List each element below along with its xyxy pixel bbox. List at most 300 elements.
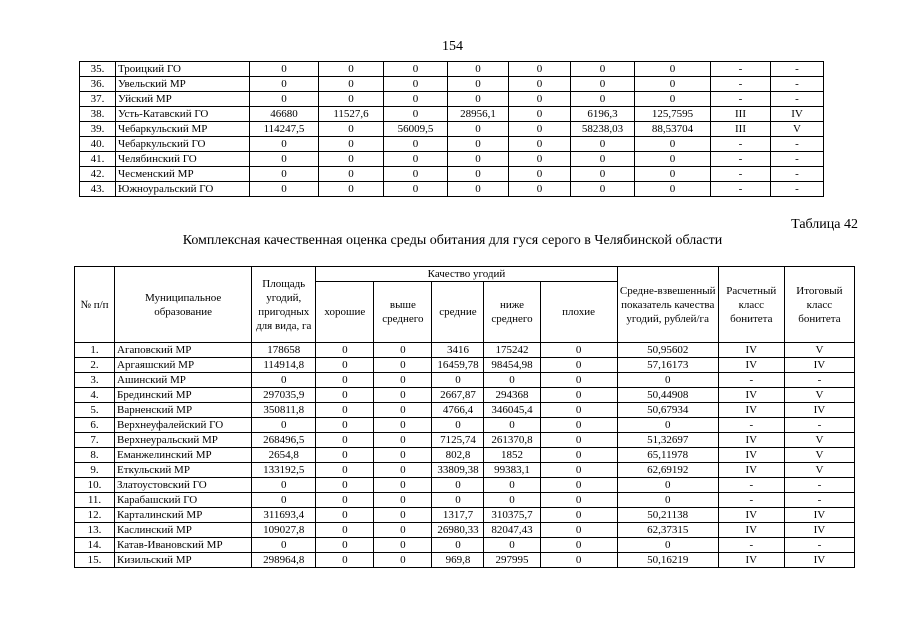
header-above-avg: выше среднего (374, 282, 432, 343)
table-cell: IV (718, 508, 784, 523)
table-cell: - (771, 92, 824, 107)
table-cell: 0 (374, 343, 432, 358)
table-cell: V (771, 122, 824, 137)
table-cell: - (771, 77, 824, 92)
municipality-name-cell: Чебаркульский ГО (116, 137, 250, 152)
table-cell: 0 (319, 152, 384, 167)
table-title: Комплексная качественная оценка среды обитания для гуся серого в Челябинской области (182, 233, 723, 248)
table-cell: - (718, 478, 784, 493)
table-cell: 0 (374, 373, 432, 388)
table-cell: 0 (316, 388, 374, 403)
table-cell: 88,53704 (635, 122, 711, 137)
table-cell: - (784, 538, 854, 553)
table-cell: 0 (252, 418, 316, 433)
table-cell: 50,95602 (617, 343, 718, 358)
table-cell: - (784, 418, 854, 433)
table-cell: - (718, 538, 784, 553)
table-cell: 36. (80, 77, 116, 92)
table-cell: 0 (374, 538, 432, 553)
municipality-name-cell: Варненский МР (115, 403, 252, 418)
table-cell: 0 (540, 373, 617, 388)
table-cell: 51,32697 (617, 433, 718, 448)
table-cell: 0 (571, 62, 635, 77)
table-cell: 0 (252, 538, 316, 553)
table-cell: 7125,74 (432, 433, 484, 448)
table-cell: 2667,87 (432, 388, 484, 403)
table-cell: 261370,8 (484, 433, 540, 448)
table-row (80, 77, 824, 92)
table-cell: 175242 (484, 343, 540, 358)
table-row (75, 448, 855, 463)
table-cell: 14. (75, 538, 115, 553)
table-row (75, 493, 855, 508)
table-cell: 0 (250, 77, 319, 92)
header-below-avg: ниже среднего (484, 282, 540, 343)
header-municipality: Муниципальное образование (115, 267, 252, 343)
table-cell: 0 (509, 152, 571, 167)
table-cell: IV (784, 358, 854, 373)
table-cell: 40. (80, 137, 116, 152)
table-cell: 0 (319, 92, 384, 107)
table-cell: IV (718, 358, 784, 373)
table-cell: 0 (384, 182, 448, 197)
table-cell: 0 (384, 92, 448, 107)
header-area: Площадь угодий, пригодных для вида, га (252, 267, 316, 343)
table-cell: 0 (432, 418, 484, 433)
table-cell: 0 (319, 137, 384, 152)
table-row (80, 107, 824, 122)
table-cell: 58238,03 (571, 122, 635, 137)
table-row (75, 388, 855, 403)
table-cell: 0 (316, 373, 374, 388)
table-cell: 2. (75, 358, 115, 373)
table-cell: 0 (432, 373, 484, 388)
header-average: средние (432, 282, 484, 343)
table-cell: 98454,98 (484, 358, 540, 373)
table-cell: 37. (80, 92, 116, 107)
table-label: Таблица 42 (791, 217, 858, 232)
table-cell: 0 (374, 358, 432, 373)
table-cell: 0 (484, 373, 540, 388)
table-cell: IV (718, 523, 784, 538)
municipality-name-cell: Еманжелинский МР (115, 448, 252, 463)
table-cell: - (711, 182, 771, 197)
table-cell: 346045,4 (484, 403, 540, 418)
table-cell: 311693,4 (252, 508, 316, 523)
table-cell: 0 (540, 478, 617, 493)
table-cell: 0 (617, 418, 718, 433)
header-num: № п/п (75, 267, 115, 343)
table-cell: IV (718, 403, 784, 418)
table-cell: 125,7595 (635, 107, 711, 122)
table-cell: 0 (384, 167, 448, 182)
table-cell: 0 (319, 77, 384, 92)
table-cell: 26980,33 (432, 523, 484, 538)
table-cell: 0 (617, 493, 718, 508)
table-row (75, 523, 855, 538)
table-cell: - (771, 182, 824, 197)
table-cell: 39. (80, 122, 116, 137)
table-cell: 969,8 (432, 553, 484, 568)
table-cell: 2654,8 (252, 448, 316, 463)
municipality-name-cell: Челябинский ГО (116, 152, 250, 167)
header-good: хорошие (316, 282, 374, 343)
table-cell: 13. (75, 523, 115, 538)
table-cell: 0 (448, 62, 509, 77)
table-cell: - (711, 152, 771, 167)
table-cell: 0 (316, 508, 374, 523)
table-cell: 0 (509, 182, 571, 197)
table-cell: 0 (448, 137, 509, 152)
table-cell: 0 (509, 167, 571, 182)
table-cell: 8. (75, 448, 115, 463)
table-cell: 109027,8 (252, 523, 316, 538)
table-cell: - (784, 493, 854, 508)
table-cell: 16459,78 (432, 358, 484, 373)
table-cell: 0 (571, 167, 635, 182)
table-cell: 0 (384, 77, 448, 92)
table-cell: 0 (250, 152, 319, 167)
table-row (80, 152, 824, 167)
table-row (80, 92, 824, 107)
table-row (75, 538, 855, 553)
table-cell: 114247,5 (250, 122, 319, 137)
table-cell: 297035,9 (252, 388, 316, 403)
municipality-name-cell: Карабашский ГО (115, 493, 252, 508)
table-cell: 0 (448, 122, 509, 137)
table-cell: 0 (540, 508, 617, 523)
table-cell: 0 (635, 182, 711, 197)
table-cell: 38. (80, 107, 116, 122)
table-cell: IV (784, 508, 854, 523)
table-cell: 1. (75, 343, 115, 358)
table-cell: 0 (540, 448, 617, 463)
table-cell: 0 (316, 463, 374, 478)
table-row (75, 343, 855, 358)
table-row (80, 167, 824, 182)
table-cell: 1852 (484, 448, 540, 463)
table-cell: 0 (571, 137, 635, 152)
table-cell: 0 (319, 167, 384, 182)
table-row (75, 508, 855, 523)
table-cell: 0 (509, 122, 571, 137)
municipality-name-cell: Верхнеуральский МР (115, 433, 252, 448)
table-cell: 35. (80, 62, 116, 77)
table-cell: 0 (540, 418, 617, 433)
municipality-name-cell: Ашинский МР (115, 373, 252, 388)
table-cell: 0 (484, 418, 540, 433)
table-cell: III (711, 107, 771, 122)
table-cell: 268496,5 (252, 433, 316, 448)
header-quality: Качество угодий (316, 267, 617, 282)
table-cell: - (784, 478, 854, 493)
table-cell: 3416 (432, 343, 484, 358)
table-cell: IV (718, 388, 784, 403)
table-row (75, 553, 855, 568)
table-row (75, 433, 855, 448)
table-cell: IV (784, 523, 854, 538)
table-cell: 310375,7 (484, 508, 540, 523)
table-cell: 0 (374, 493, 432, 508)
table-cell: 0 (617, 538, 718, 553)
table-cell: 0 (617, 373, 718, 388)
table-cell: - (771, 62, 824, 77)
municipality-name-cell: Южноуральский ГО (116, 182, 250, 197)
table-row (80, 137, 824, 152)
municipality-name-cell: Уйский МР (116, 92, 250, 107)
table-cell: IV (718, 553, 784, 568)
table-cell: IV (718, 448, 784, 463)
table-cell: 0 (374, 403, 432, 418)
table-cell: 0 (316, 538, 374, 553)
table-cell: 50,67934 (617, 403, 718, 418)
table-cell: 1317,7 (432, 508, 484, 523)
table-cell: 0 (252, 478, 316, 493)
table-cell: IV (784, 403, 854, 418)
table-cell: 0 (509, 107, 571, 122)
municipality-name-cell: Катав-Ивановский МР (115, 538, 252, 553)
table-cell: 0 (484, 493, 540, 508)
header-calc-class: Расчетный класс бонитета (718, 267, 784, 343)
table-cell: 57,16173 (617, 358, 718, 373)
table-cell: 3. (75, 373, 115, 388)
municipality-name-cell: Еткульский МР (115, 463, 252, 478)
table-cell: 99383,1 (484, 463, 540, 478)
table-cell: 56009,5 (384, 122, 448, 137)
municipality-name-cell: Увельский МР (116, 77, 250, 92)
table-cell: V (784, 343, 854, 358)
table-cell: 0 (374, 553, 432, 568)
table-cell: 0 (316, 448, 374, 463)
municipality-name-cell: Аргаяшский МР (115, 358, 252, 373)
table-row (80, 62, 824, 77)
table-cell: 0 (617, 478, 718, 493)
table-cell: 0 (432, 538, 484, 553)
table-cell: 11527,6 (319, 107, 384, 122)
header-row (75, 267, 855, 282)
table-cell: - (718, 418, 784, 433)
table-cell: IV (718, 433, 784, 448)
table-cell: 0 (384, 137, 448, 152)
table-cell: 0 (635, 152, 711, 167)
table-cell: 62,69192 (617, 463, 718, 478)
table-cell: 0 (316, 478, 374, 493)
table-cell: 41. (80, 152, 116, 167)
table-cell: - (711, 167, 771, 182)
table-cell: 0 (540, 433, 617, 448)
table-cell: - (711, 137, 771, 152)
table-cell: 0 (448, 152, 509, 167)
table-cell: V (784, 433, 854, 448)
table-cell: 0 (374, 388, 432, 403)
table-cell: 0 (540, 538, 617, 553)
table-cell: 4766,4 (432, 403, 484, 418)
table-cell: 0 (432, 493, 484, 508)
table-cell: III (711, 122, 771, 137)
table-cell: 0 (250, 137, 319, 152)
table-cell: - (771, 167, 824, 182)
municipality-name-cell: Брединский МР (115, 388, 252, 403)
table-cell: 0 (432, 478, 484, 493)
table-cell: 0 (384, 62, 448, 77)
table-cell: 0 (571, 152, 635, 167)
table-cell: 297995 (484, 553, 540, 568)
table-cell: 0 (571, 182, 635, 197)
table-cell: 0 (635, 77, 711, 92)
table-cell: 0 (509, 77, 571, 92)
table-cell: 0 (448, 77, 509, 92)
table-cell: 114914,8 (252, 358, 316, 373)
table-cell: 0 (509, 137, 571, 152)
table-cell: 0 (316, 493, 374, 508)
table-cell: 0 (319, 62, 384, 77)
header-final-class: Итоговый класс бонитета (784, 267, 854, 343)
table-cell: 0 (374, 478, 432, 493)
table-cell: 0 (484, 478, 540, 493)
table-cell: - (711, 62, 771, 77)
table-cell: 0 (540, 343, 617, 358)
table-cell: V (784, 448, 854, 463)
continuation-table (79, 61, 824, 197)
table-cell: - (771, 152, 824, 167)
table-cell: 28956,1 (448, 107, 509, 122)
table-cell: - (711, 92, 771, 107)
table-cell: 802,8 (432, 448, 484, 463)
municipality-name-cell: Чебаркульский МР (116, 122, 250, 137)
table-cell: 0 (509, 92, 571, 107)
table-cell: 133192,5 (252, 463, 316, 478)
table-cell: 0 (316, 433, 374, 448)
table-cell: 62,37315 (617, 523, 718, 538)
table-cell: 0 (540, 358, 617, 373)
table-row (80, 182, 824, 197)
table-cell: 298964,8 (252, 553, 316, 568)
table-cell: 0 (540, 493, 617, 508)
table-cell: 0 (319, 122, 384, 137)
table-cell: 50,16219 (617, 553, 718, 568)
table-cell: 0 (250, 92, 319, 107)
table-cell: - (718, 373, 784, 388)
municipality-name-cell: Агаповский МР (115, 343, 252, 358)
municipality-name-cell: Верхнеуфалейский ГО (115, 418, 252, 433)
table-cell: 0 (384, 107, 448, 122)
table-cell: 0 (316, 343, 374, 358)
table-cell: 43. (80, 182, 116, 197)
table-cell: 0 (635, 62, 711, 77)
table-row (75, 403, 855, 418)
table-cell: 0 (252, 493, 316, 508)
table-cell: 0 (571, 77, 635, 92)
table-cell: 7. (75, 433, 115, 448)
municipality-name-cell: Каслинский МР (115, 523, 252, 538)
table-cell: 0 (448, 92, 509, 107)
table-cell: 10. (75, 478, 115, 493)
table-cell: 294368 (484, 388, 540, 403)
table-cell: 11. (75, 493, 115, 508)
table-row (75, 463, 855, 478)
table-cell: - (771, 137, 824, 152)
table-cell: 0 (252, 373, 316, 388)
table-cell: 9. (75, 463, 115, 478)
municipality-name-cell: Усть-Катавский ГО (116, 107, 250, 122)
table-cell: 6196,3 (571, 107, 635, 122)
table-cell: 0 (250, 167, 319, 182)
table-cell: 0 (509, 62, 571, 77)
table-row (75, 373, 855, 388)
table-cell: 4. (75, 388, 115, 403)
table-cell: 0 (635, 167, 711, 182)
table-cell: IV (784, 553, 854, 568)
table-cell: 0 (316, 358, 374, 373)
municipality-name-cell: Троицкий ГО (116, 62, 250, 77)
table-cell: 0 (374, 523, 432, 538)
table-cell: IV (718, 463, 784, 478)
municipality-name-cell: Златоустовский ГО (115, 478, 252, 493)
table-cell: - (784, 373, 854, 388)
header-weighted: Средне-взвешенный показатель качества угодий, рублей/га (617, 267, 718, 343)
page-number: 154 (442, 39, 463, 54)
table-cell: 0 (316, 403, 374, 418)
table-cell: 0 (374, 433, 432, 448)
table-cell: 0 (316, 418, 374, 433)
table-cell: 0 (319, 182, 384, 197)
continuation-table-body (80, 62, 824, 197)
table-row (75, 358, 855, 373)
table-cell: 0 (250, 182, 319, 197)
table-cell: 0 (374, 463, 432, 478)
table-cell: - (718, 493, 784, 508)
table-cell: 0 (635, 92, 711, 107)
table-cell: 0 (384, 152, 448, 167)
table-row (75, 478, 855, 493)
table-cell: IV (718, 343, 784, 358)
municipality-name-cell: Карталинский МР (115, 508, 252, 523)
table-cell: IV (771, 107, 824, 122)
table-cell: 50,21138 (617, 508, 718, 523)
table-cell: - (711, 77, 771, 92)
table-cell: 0 (316, 553, 374, 568)
habitat-quality-table (74, 266, 855, 568)
table-cell: 50,44908 (617, 388, 718, 403)
table-cell: 0 (540, 523, 617, 538)
table-row (75, 418, 855, 433)
table-cell: V (784, 463, 854, 478)
table-cell: 6. (75, 418, 115, 433)
table-cell: 0 (316, 523, 374, 538)
table-row (80, 122, 824, 137)
table-cell: 12. (75, 508, 115, 523)
municipality-name-cell: Кизильский МР (115, 553, 252, 568)
header-bad: плохие (540, 282, 617, 343)
table-cell: V (784, 388, 854, 403)
table-cell: 0 (540, 388, 617, 403)
table-cell: 0 (374, 448, 432, 463)
table-cell: 178658 (252, 343, 316, 358)
table-cell: 0 (540, 553, 617, 568)
table-cell: 5. (75, 403, 115, 418)
table-cell: 0 (250, 62, 319, 77)
table-cell: 42. (80, 167, 116, 182)
table-cell: 350811,8 (252, 403, 316, 418)
table-cell: 0 (484, 538, 540, 553)
table-cell: 15. (75, 553, 115, 568)
table-cell: 0 (448, 182, 509, 197)
table-cell: 82047,43 (484, 523, 540, 538)
table-cell: 46680 (250, 107, 319, 122)
table-cell: 33809,38 (432, 463, 484, 478)
table-cell: 0 (571, 92, 635, 107)
municipality-name-cell: Чесменский МР (116, 167, 250, 182)
